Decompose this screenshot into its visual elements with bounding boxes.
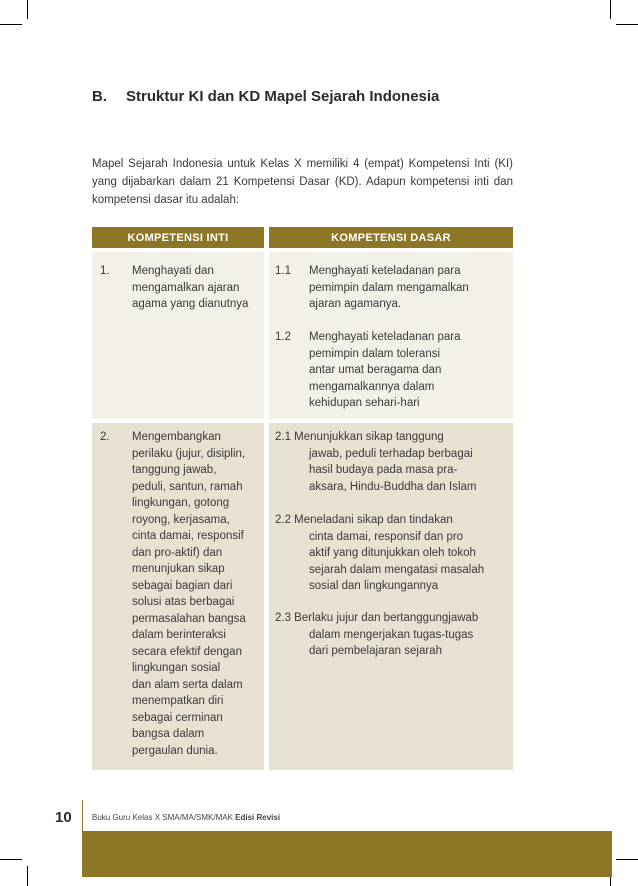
- kd-text: [275, 446, 511, 496]
- intro-paragraph: Mapel Sejarah Indonesia untuk Kelas X memiliki 4 (empat) Kompetensi Inti (KI) yang dijabarkan dalam 21 Kompetensi Dasar (KD). Adapun kompetensi inti dan kompetensi dasar itu adalah:: [92, 158, 513, 206]
- ki-line: solusi atas berbagai: [132, 596, 235, 608]
- kd-line: cinta damai, responsif dan pro: [309, 530, 464, 543]
- section-heading: [92, 88, 439, 105]
- ki-line: mengamalkan ajaran: [132, 281, 240, 294]
- kd-text: [309, 263, 511, 313]
- kd-cell-1: [269, 252, 513, 419]
- ki-number: 1.: [100, 265, 110, 277]
- kd-first-line: 2.3 Berlaku jujur dan bertanggungjawab: [275, 612, 479, 624]
- kd-line: pemimpin dalam toleransi: [309, 347, 441, 360]
- kd-cell-2: [269, 423, 513, 770]
- footer-bar: [82, 831, 612, 877]
- ki-line: sebagai bagian dari: [132, 579, 233, 592]
- ki-number: 2.: [100, 431, 110, 443]
- kd-number: 1.1: [275, 265, 291, 277]
- ki-cell-1: [92, 252, 264, 419]
- kd-line: dari pembelajaran sejarah: [309, 645, 442, 657]
- ki-text: [132, 263, 262, 313]
- header-kompetensi-dasar: KOMPETENSI DASAR: [269, 227, 513, 248]
- kd-line: antar umat beragama dan: [309, 364, 442, 376]
- ki-line: menempatkan diri: [132, 695, 224, 707]
- crop-mark: [27, 866, 28, 886]
- ki-line: dalam berinteraksi: [132, 629, 226, 641]
- kd-line: aksara, Hindu-Buddha dan Islam: [309, 480, 477, 493]
- ki-line: perilaku (jujur, disiplin,: [132, 447, 246, 460]
- ki-line: cinta damai, responsif: [132, 530, 244, 542]
- crop-mark: [616, 859, 638, 860]
- ki-line: bangsa dalam: [132, 728, 205, 740]
- kd-number: 1.2: [275, 331, 291, 343]
- kd-line: ajaran agamanya.: [309, 298, 402, 310]
- footer-book-title: [92, 813, 280, 822]
- kd-text: [275, 529, 511, 595]
- kd-line: aktif yang ditunjukkan oleh tokoh: [309, 547, 476, 559]
- crop-mark: [616, 24, 638, 25]
- header-kompetensi-inti: KOMPETENSI INTI: [92, 227, 264, 248]
- ki-text: [132, 429, 262, 759]
- kd-first-line: 2.2 Meneladani sikap dan tindakan: [275, 514, 453, 526]
- ki-line: Mengembangkan: [132, 431, 221, 443]
- ki-line: menunjukan sikap: [132, 563, 225, 575]
- ki-line: sebagai cerminan: [132, 711, 223, 724]
- kd-line: sejarah dalam mengatasi masalah: [309, 563, 485, 576]
- kd-item: [275, 429, 511, 495]
- ki-cell-2: [92, 423, 264, 770]
- ki-line: secara efektif dengan: [132, 645, 242, 658]
- section-title: Struktur KI dan KD Mapel Sejarah Indonesia: [126, 88, 440, 105]
- ki-line: dan alam serta dalam: [132, 678, 243, 691]
- ki-line: tanggung jawab,: [132, 464, 217, 476]
- kd-line: Menghayati keteladanan para: [309, 265, 461, 277]
- kd-line: kehidupan sehari-hari: [309, 397, 420, 409]
- ki-line: agama yang dianutnya: [132, 298, 249, 310]
- kd-text: [309, 329, 511, 412]
- edition-label: Edisi Revisi: [235, 813, 281, 822]
- kd-item: [275, 512, 511, 595]
- crop-mark: [0, 859, 22, 860]
- ki-line: pergaulan dunia.: [132, 744, 218, 757]
- kd-line: hasil budaya pada masa pra-: [309, 464, 458, 476]
- crop-mark: [610, 0, 611, 19]
- kd-first-line: 2.1 Menunjukkan sikap tanggung: [275, 431, 444, 443]
- section-letter: B.: [92, 88, 107, 105]
- kd-line: dalam mengerjakan tugas-tugas: [309, 628, 474, 641]
- ki-line: lingkungan sosial: [132, 662, 221, 674]
- kd-line: mengamalkannya dalam: [309, 380, 435, 393]
- ki-line: peduli, santun, ramah: [132, 480, 243, 493]
- book-title: Buku Guru Kelas X SMA/MA/SMK/MAK: [92, 813, 236, 822]
- kd-line: sosial dan lingkungannya: [309, 580, 439, 592]
- kd-text: [275, 627, 511, 660]
- ki-line: Menghayati dan: [132, 265, 214, 277]
- footer-divider: [82, 800, 83, 831]
- crop-mark: [0, 24, 22, 25]
- crop-mark: [27, 0, 28, 19]
- ki-line: royong, kerjasama,: [132, 513, 230, 526]
- page-number: 10: [55, 809, 72, 826]
- kd-line: Menghayati keteladanan para: [309, 331, 461, 343]
- ki-line: dan pro-aktif) dan: [132, 546, 223, 559]
- ki-line: lingkungan, gotong: [132, 497, 230, 509]
- kd-line: pemimpin dalam mengamalkan: [309, 281, 469, 294]
- kd-item: [275, 610, 511, 660]
- ki-line: permasalahan bangsa: [132, 612, 246, 625]
- kd-line: jawab, peduli terhadap berbagai: [309, 447, 473, 460]
